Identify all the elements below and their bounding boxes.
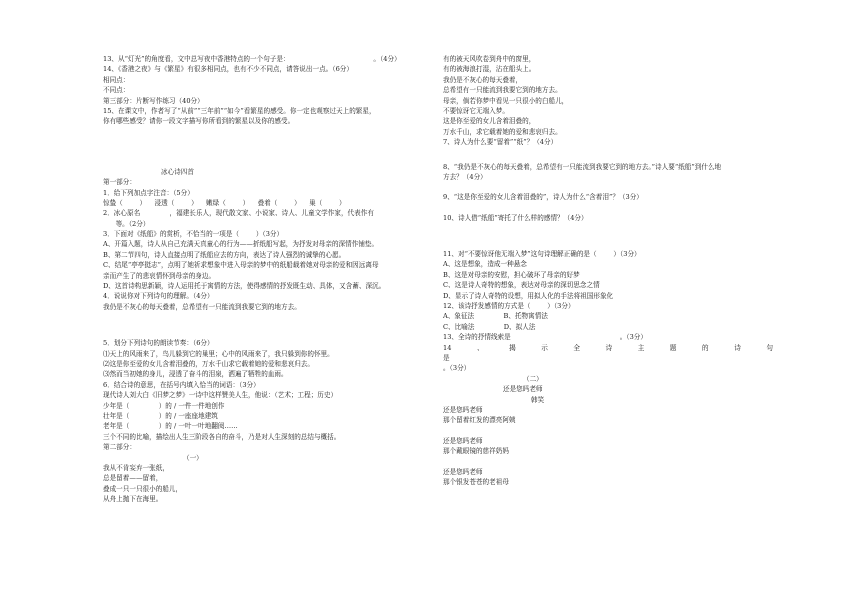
- stanza-1-line-2: 那个留着红发的漂亮阿姨: [443, 416, 516, 425]
- poem-line-7: 我仍是不灰心的每天叠着，: [443, 75, 523, 84]
- question-13: 13、从“灯光”的角度看，文中总写夜中香港特点的一个句子是： 。（4分）: [103, 55, 401, 63]
- question-10: 10、诗人借“纸船”寄托了什么样的感情？（4分）: [443, 213, 588, 222]
- question-3-option-d: D、这首诗构思新颖，诗人运用托于寓情的方法，使得感情的抒发既生动、具体，又含蓄、深沉。: [103, 282, 386, 291]
- question-3: 3．下面对《纸船》的赏析，不恰当的一项是（ ）（3分）: [103, 230, 284, 239]
- question-12-options-ab: A、象征法 B、托物寓情法: [443, 312, 548, 321]
- poem-line-5: 有的被天风吹卷到舟中的窗里，: [443, 55, 536, 63]
- question-6-intro: 现代诗人刘大白《旧梦之梦》一诗中这样赞美人生，他说：（艺术；工程；历史）: [103, 391, 338, 400]
- poem-line-3: 叠成一只一只很小的船儿，: [103, 484, 183, 493]
- part1-heading: 第一部分：: [103, 178, 136, 187]
- poem-section-title: 冰心诗四首: [161, 167, 194, 176]
- poem-line-12: 万水千山，求它载着她的爱和悲哀归去。: [443, 127, 562, 136]
- question-6-tail: 三个不同的比喻，描绘出人生三阶段各自的奋斗，乃是对人生深刻的总结与概括。: [103, 432, 341, 441]
- section-2-label: （二）: [523, 374, 543, 383]
- diff-points-label: 不同点：: [103, 86, 130, 95]
- poem-line-10: 不要惊讶它无端入梦。: [443, 106, 509, 115]
- section-1-label: （一）: [183, 453, 203, 462]
- question-15-line2: 你有哪些感受？请你一段文字描写你所看到的繁星以及你的感受。: [103, 117, 295, 126]
- stanza-3-line-2: 那个银发苍苍的老祖母: [443, 477, 509, 486]
- question-4: 4．说说你对下列诗句的理解。（4分）: [103, 292, 214, 301]
- part3-heading: 第三部分：片断写作练习（40分）: [103, 96, 204, 105]
- q14-char: 全: [573, 343, 581, 352]
- question-3-option-c1: C、结尾“亭亭挺志”，点明了她祈求想象中进入母亲的梦中的纸船载着她对母亲的爱和因远离母: [103, 261, 379, 270]
- stanza-1-line-1: 还是您吗老师: [443, 405, 483, 414]
- stanza-2-line-2: 那个戴眼镜的慈祥奶妈: [443, 447, 509, 456]
- poem-line-2: 总是留着——留着，: [103, 474, 163, 483]
- question-11-option-b: B、这是对母亲的安慰，担心破坏了母亲的好梦: [443, 270, 580, 279]
- question-2-line2: 等。（2分）: [103, 219, 150, 228]
- question-11-option-d: D、显示了诗人奇特的设想，用拟人化的手法将祖国形象化: [443, 291, 614, 300]
- question-13-right: 13、全诗的抒情线索是 。（3分）: [443, 333, 647, 342]
- question-12: 12、该诗抒发感情的方式是（ ）（3分）: [443, 302, 575, 311]
- q14-char: 揭: [509, 343, 516, 352]
- q14-char: 诗: [734, 343, 741, 352]
- question-14-line1: [443, 343, 773, 353]
- question-8-line2: 方去？（4分）: [443, 172, 487, 181]
- poem2-author: 韩笑: [531, 395, 545, 404]
- q14-char: 诗: [605, 343, 613, 352]
- q14-char: 14: [443, 343, 452, 352]
- question-12-options-cd: C、比喻法 D、拟人法: [443, 322, 536, 331]
- q14-char: 题: [669, 343, 677, 352]
- left-column: [103, 54, 433, 504]
- poem-line-4: 从舟上抛下在海里。: [103, 495, 163, 504]
- question-6-line3: 老年是（ ）的 / 一叶一叶地翻阅……: [103, 422, 238, 431]
- poem-line-9: 母亲，倘若你梦中看见一只很小的白船儿，: [443, 96, 569, 105]
- poem2-title: 还是您吗老师: [503, 385, 543, 394]
- poem-line-11: 这是你至爱的女儿含着泪叠的，: [443, 117, 536, 126]
- question-6-line2: 壮年是（ ）的 / 一座座地建筑: [103, 411, 218, 420]
- question-6-line1: 少年是（ ）的 / 一件一件地创作: [103, 401, 225, 410]
- question-3-option-b: B、第二节四句，诗人直接点明了纸船应去的方向，表达了诗人强烈的诚挚的心愿。: [103, 250, 346, 259]
- question-15-line1: 15、在课文中，作者写了“从前”“三年前”“如今”看繁星的感受。你一定也观察过天上的繁星，: [103, 106, 376, 115]
- question-1-items: 惊蛰（ ） 浸透（ ） 嫩绿（ ） 叠着（ ） 巢（ ）: [103, 198, 346, 207]
- question-11-option-a: A、这是想象，造成一种悬念: [443, 260, 527, 269]
- q14-char: 句: [766, 343, 773, 352]
- question-11-option-c: C、这是诗人奇特的想象，表达对母亲的深切思念之情: [443, 281, 600, 290]
- question-8-line1: 8、“我仍是不灰心的每天叠着，总希望有一只能流到我要它到的地方去。”诗人要“纸船”到什么地: [443, 162, 722, 171]
- q14-char: 、: [476, 343, 484, 352]
- question-5-item3: ⑶然而当初她的身儿，浸透了奋斗的泪泉，洒遍了牺牲的血雨。: [103, 370, 288, 379]
- question-5-item2: ⑵这是你至爱的女儿含着泪叠的，万水千山求它载着她的爱和悲哀归去。: [103, 359, 314, 368]
- part2-heading: 第二部分：: [103, 443, 136, 452]
- question-14: 14、《香港之夜》与《繁星》有很多相同点，也有不少不同点，请答说出一点。（6分）: [103, 65, 353, 74]
- question-3-option-c2: 亲而产生了的悲哀情怀到母亲的身边。: [103, 271, 216, 280]
- q14-char: 示: [541, 343, 548, 352]
- poem-line-8: 总希望有一只能流到我要它到的地方去。: [443, 86, 562, 95]
- question-7: 7、诗人为什么要“留着”“纸”？（4分）: [443, 138, 558, 147]
- question-4-text: 我仍是不灰心的每天叠着，总希望有一只能流到我要它到的地方去。: [103, 302, 301, 311]
- same-points-label: 相同点：: [103, 75, 130, 84]
- stanza-3-line-1: 还是您吗老师: [443, 467, 483, 476]
- question-9: 9、“这是你至爱的女儿含着泪叠的”，诗人为什么“含着泪”？（3分）: [443, 193, 643, 202]
- question-5-item1: ⑴天上的风雨来了，鸟儿躲到它的巢里；心中的风雨来了，我只躲到你的怀里。: [103, 349, 334, 358]
- question-3-option-a: A、开篇入题，诗人从自己充满天真童心的行为——折纸船写起，为抒发对母亲的深情作铺垫。: [103, 240, 379, 249]
- question-2-line1: 2．冰心原名 ，福建长乐人，现代散文家、小说家、诗人、儿童文学作家，代表作有: [103, 209, 374, 218]
- question-5: 5．划分下列诗句的朗读节奏：（6分）: [103, 339, 214, 348]
- right-column: [443, 54, 778, 487]
- question-14-line2: 是: [443, 353, 450, 362]
- stanza-2-line-1: 还是您吗老师: [443, 436, 483, 445]
- question-1: 1．给下列加点字注音：（5分）: [103, 188, 194, 197]
- question-14-line3: 。（3分）: [443, 364, 471, 373]
- poem-line-1: 我从不肯妄弃一张纸，: [103, 463, 169, 472]
- question-6: 6．结合诗的意思，在括号内填入恰当的词语：（3分）: [103, 380, 260, 389]
- q14-char: 主: [637, 343, 645, 352]
- question-11: 11、对“不要惊讶他无端入梦”这句诗理解正确的是（ ）（3分）: [443, 250, 641, 259]
- poem-line-6: 有的被海浪打湿，沾在船头上。: [443, 65, 536, 74]
- q14-char: 的: [702, 343, 709, 352]
